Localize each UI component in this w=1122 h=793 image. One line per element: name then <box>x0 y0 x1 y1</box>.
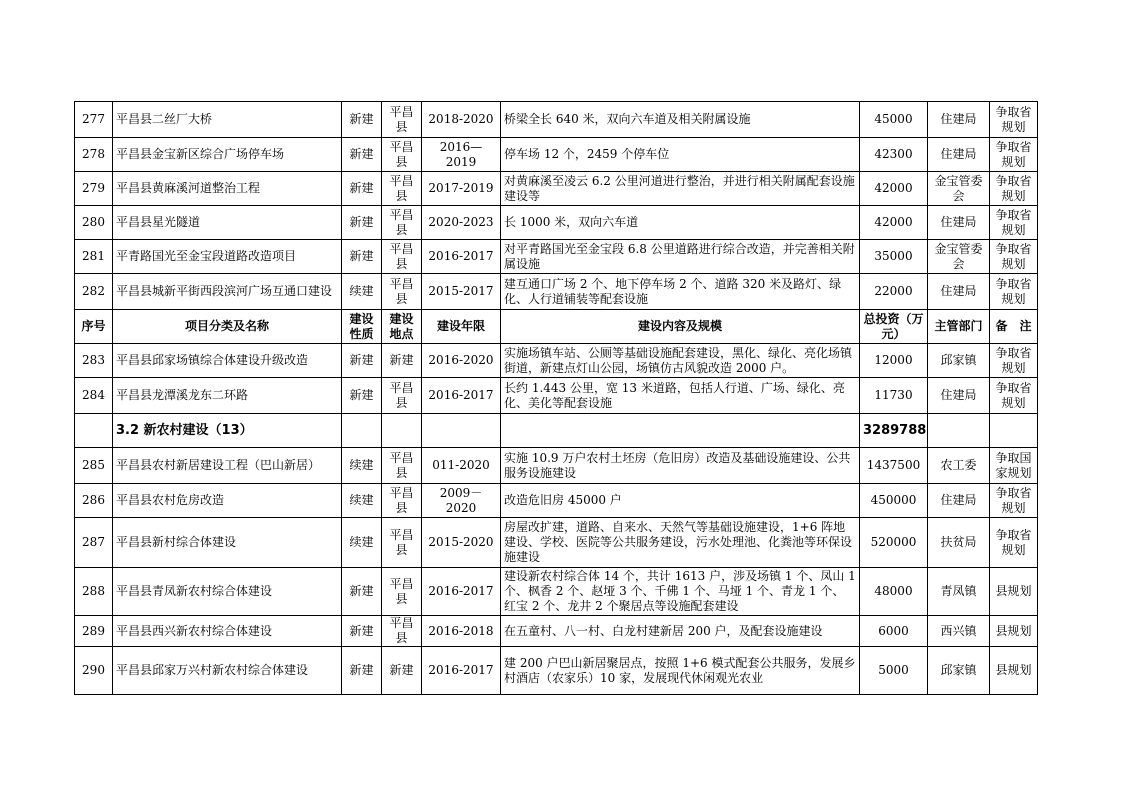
cell-investment: 35000 <box>860 240 928 274</box>
cell-location: 平昌县 <box>382 274 422 310</box>
cell-project-name: 平昌县农村危房改造 <box>113 484 342 518</box>
header-years: 建设年限 <box>422 310 501 344</box>
cell-content: 建设新农村综合体 14 个，共计 1613 户，涉及场镇 1 个、凤山 1 个、枫香 2 个、赵垭 3 个、千佛 1 个、马垭 1 个、青龙 1 个、红宝 2 个、龙井 2 个聚居点等设施配套建设 <box>501 568 860 616</box>
cell-investment: 520000 <box>860 518 928 568</box>
cell-department: 邱家镇 <box>928 344 990 378</box>
cell-note: 争取省规划 <box>990 274 1038 310</box>
table-row <box>75 378 1038 414</box>
cell-nature: 新建 <box>342 378 382 414</box>
table-row <box>75 206 1038 240</box>
table-body-top <box>75 102 1038 310</box>
cell-years: 2017-2019 <box>422 172 501 206</box>
cell-content: 对黄麻溪至凌云 6.2 公里河道进行整治，并进行相关附属配套设施建设等 <box>501 172 860 206</box>
cell-note: 争取省规划 <box>990 518 1038 568</box>
cell-investment: 11730 <box>860 378 928 414</box>
cell-nature: 新建 <box>342 172 382 206</box>
section-empty-cell <box>382 414 422 448</box>
header-no: 序号 <box>75 310 113 344</box>
cell-note: 县规划 <box>990 568 1038 616</box>
cell-no: 286 <box>75 484 113 518</box>
cell-years: 2015-2017 <box>422 274 501 310</box>
cell-location: 平昌县 <box>382 518 422 568</box>
cell-project-name: 平昌县龙潭溪龙东二环路 <box>113 378 342 414</box>
cell-location: 平昌县 <box>382 568 422 616</box>
cell-project-name: 平昌县城新平街西段滨河广场互通口建设 <box>113 274 342 310</box>
section-row <box>75 414 1038 448</box>
cell-note: 争取省规划 <box>990 138 1038 172</box>
section-empty-cell <box>990 414 1038 448</box>
cell-nature: 续建 <box>342 484 382 518</box>
cell-investment: 45000 <box>860 102 928 138</box>
cell-no: 287 <box>75 518 113 568</box>
cell-no: 282 <box>75 274 113 310</box>
table-header <box>75 310 1038 344</box>
cell-nature: 新建 <box>342 647 382 695</box>
cell-years: 2016-2020 <box>422 344 501 378</box>
section-block <box>75 414 1038 448</box>
cell-location: 平昌县 <box>382 138 422 172</box>
section-no-cell <box>75 414 113 448</box>
cell-investment: 42000 <box>860 172 928 206</box>
cell-department: 住建局 <box>928 378 990 414</box>
table-body-bottom <box>75 448 1038 695</box>
header-note: 备 注 <box>990 310 1038 344</box>
cell-content: 房屋改扩建，道路、自来水、天然气等基础设施建设，1+6 阵地建设、学校、医院等公共服务建设，污水处理池、化粪池等环保设施建设 <box>501 518 860 568</box>
cell-nature: 新建 <box>342 102 382 138</box>
cell-nature: 新建 <box>342 568 382 616</box>
cell-content: 长 1000 米，双向六车道 <box>501 206 860 240</box>
cell-nature: 新建 <box>342 344 382 378</box>
cell-content: 长约 1.443 公里，宽 13 米道路，包括人行道、广场、绿化、亮化、美化等配套设施 <box>501 378 860 414</box>
cell-investment: 42300 <box>860 138 928 172</box>
cell-location: 平昌县 <box>382 172 422 206</box>
cell-no: 279 <box>75 172 113 206</box>
cell-project-name: 平昌县青凤新农村综合体建设 <box>113 568 342 616</box>
cell-no: 283 <box>75 344 113 378</box>
cell-project-name: 平昌县新村综合体建设 <box>113 518 342 568</box>
cell-department: 金宝管委会 <box>928 240 990 274</box>
cell-years: 2016-2017 <box>422 378 501 414</box>
cell-years: 2016-2017 <box>422 568 501 616</box>
cell-nature: 续建 <box>342 274 382 310</box>
table-row <box>75 138 1038 172</box>
cell-project-name: 平昌县黄麻溪河道整治工程 <box>113 172 342 206</box>
cell-note: 争取省规划 <box>990 102 1038 138</box>
cell-note: 县规划 <box>990 616 1038 647</box>
cell-years: 2015-2020 <box>422 518 501 568</box>
cell-project-name: 平昌县金宝新区综合广场停车场 <box>113 138 342 172</box>
table-row <box>75 568 1038 616</box>
header-department: 主管部门 <box>928 310 990 344</box>
cell-content: 实施场镇车站、公厕等基础设施配套建设，黑化、绿化、亮化场镇街道，新建点灯山公园，场镇仿古风貌改造 2000 户。 <box>501 344 860 378</box>
cell-location: 新建 <box>382 344 422 378</box>
cell-project-name: 平昌县西兴新农村综合体建设 <box>113 616 342 647</box>
cell-project-name: 平青路国光至金宝段道路改造项目 <box>113 240 342 274</box>
cell-years: 011-2020 <box>422 448 501 484</box>
cell-note: 争取省规划 <box>990 378 1038 414</box>
cell-investment: 42000 <box>860 206 928 240</box>
table-row <box>75 102 1038 138</box>
table-row <box>75 172 1038 206</box>
table-row <box>75 448 1038 484</box>
cell-location: 平昌县 <box>382 102 422 138</box>
cell-department: 住建局 <box>928 102 990 138</box>
header-nature: 建设性质 <box>342 310 382 344</box>
section-empty-cell <box>501 414 860 448</box>
cell-note: 争取省规划 <box>990 484 1038 518</box>
header-content: 建设内容及规模 <box>501 310 860 344</box>
cell-department: 住建局 <box>928 274 990 310</box>
section-empty-cell <box>422 414 501 448</box>
table-row <box>75 484 1038 518</box>
table-row <box>75 344 1038 378</box>
cell-investment: 1437500 <box>860 448 928 484</box>
table-row <box>75 647 1038 695</box>
cell-nature: 续建 <box>342 518 382 568</box>
cell-location: 平昌县 <box>382 206 422 240</box>
cell-years: 2016-2017 <box>422 647 501 695</box>
cell-project-name: 平昌县邱家万兴村新农村综合体建设 <box>113 647 342 695</box>
cell-department: 青凤镇 <box>928 568 990 616</box>
cell-location: 新建 <box>382 647 422 695</box>
cell-location: 平昌县 <box>382 616 422 647</box>
cell-no: 278 <box>75 138 113 172</box>
cell-no: 277 <box>75 102 113 138</box>
cell-no: 289 <box>75 616 113 647</box>
cell-project-name: 平昌县农村新居建设工程（巴山新居） <box>113 448 342 484</box>
cell-no: 288 <box>75 568 113 616</box>
cell-nature: 新建 <box>342 206 382 240</box>
section-total: 3289788 <box>860 414 928 448</box>
cell-content: 建 200 户巴山新居聚居点，按照 1+6 模式配套公共服务，发展乡村酒店（农家乐）10 家，发展现代休闲观光农业 <box>501 647 860 695</box>
cell-years: 2016-2017 <box>422 240 501 274</box>
table-row <box>75 616 1038 647</box>
cell-project-name: 平昌县星光隧道 <box>113 206 342 240</box>
cell-nature: 新建 <box>342 138 382 172</box>
cell-note: 争取省规划 <box>990 240 1038 274</box>
cell-years: 2016—2019 <box>422 138 501 172</box>
cell-years: 2016-2018 <box>422 616 501 647</box>
section-empty-cell <box>928 414 990 448</box>
cell-department: 住建局 <box>928 484 990 518</box>
cell-investment: 48000 <box>860 568 928 616</box>
cell-investment: 5000 <box>860 647 928 695</box>
cell-location: 平昌县 <box>382 448 422 484</box>
cell-project-name: 平昌县二丝厂大桥 <box>113 102 342 138</box>
cell-project-name: 平昌县邱家场镇综合体建设升级改造 <box>113 344 342 378</box>
header-location: 建设地点 <box>382 310 422 344</box>
cell-investment: 450000 <box>860 484 928 518</box>
cell-content: 建互通口广场 2 个、地下停车场 2 个、道路 320 米及路灯、绿化、人行道铺装等配套设施 <box>501 274 860 310</box>
cell-location: 平昌县 <box>382 484 422 518</box>
cell-note: 争取省规划 <box>990 172 1038 206</box>
cell-content: 桥梁全长 640 米，双向六车道及相关附属设施 <box>501 102 860 138</box>
cell-department: 住建局 <box>928 206 990 240</box>
cell-content: 改造危旧房 45000 户 <box>501 484 860 518</box>
project-table <box>74 101 1038 695</box>
table-row <box>75 240 1038 274</box>
cell-department: 农工委 <box>928 448 990 484</box>
header-investment: 总投资（万元） <box>860 310 928 344</box>
cell-no: 290 <box>75 647 113 695</box>
cell-location: 平昌县 <box>382 378 422 414</box>
cell-investment: 6000 <box>860 616 928 647</box>
cell-department: 邱家镇 <box>928 647 990 695</box>
table-body-mid <box>75 344 1038 414</box>
section-title: 3.2 新农村建设（13） <box>113 414 342 448</box>
cell-years: 2009－2020 <box>422 484 501 518</box>
cell-content: 在五童村、八一村、白龙村建新居 200 户，及配套设施建设 <box>501 616 860 647</box>
cell-department: 西兴镇 <box>928 616 990 647</box>
cell-nature: 新建 <box>342 616 382 647</box>
cell-department: 住建局 <box>928 138 990 172</box>
cell-no: 281 <box>75 240 113 274</box>
cell-content: 停车场 12 个，2459 个停车位 <box>501 138 860 172</box>
cell-content: 对平青路国光至金宝段 6.8 公里道路进行综合改造，并完善相关附属设施 <box>501 240 860 274</box>
cell-nature: 新建 <box>342 240 382 274</box>
cell-no: 284 <box>75 378 113 414</box>
cell-investment: 22000 <box>860 274 928 310</box>
cell-location: 平昌县 <box>382 240 422 274</box>
table-row <box>75 274 1038 310</box>
cell-note: 县规划 <box>990 647 1038 695</box>
cell-note: 争取省规划 <box>990 344 1038 378</box>
cell-investment: 12000 <box>860 344 928 378</box>
section-empty-cell <box>342 414 382 448</box>
cell-no: 280 <box>75 206 113 240</box>
cell-department: 扶贫局 <box>928 518 990 568</box>
header-row <box>75 310 1038 344</box>
cell-department: 金宝管委会 <box>928 172 990 206</box>
cell-years: 2018-2020 <box>422 102 501 138</box>
table-row <box>75 518 1038 568</box>
cell-years: 2020-2023 <box>422 206 501 240</box>
cell-note: 争取省规划 <box>990 206 1038 240</box>
cell-no: 285 <box>75 448 113 484</box>
header-name: 项目分类及名称 <box>113 310 342 344</box>
cell-note: 争取国家规划 <box>990 448 1038 484</box>
cell-nature: 续建 <box>342 448 382 484</box>
cell-content: 实施 10.9 万户农村土坯房（危旧房）改造及基础设施建设、公共服务设施建设 <box>501 448 860 484</box>
